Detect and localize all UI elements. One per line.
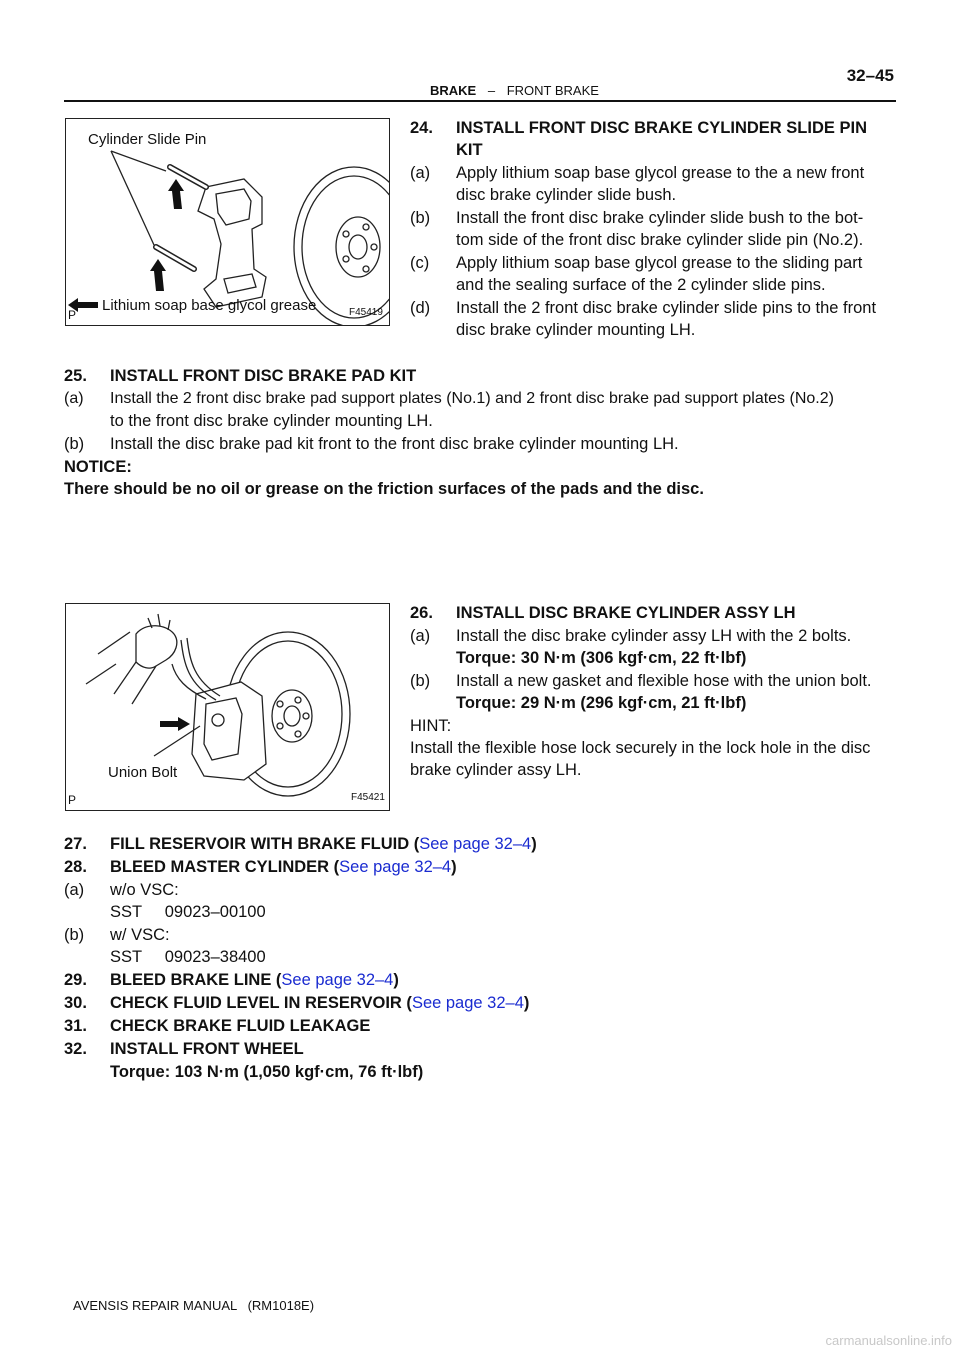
hint-label: HINT:	[410, 717, 452, 735]
step-25-a: (a) Install the 2 front disc brake pad support plates (No.1) and 2 front disc brake pad support plates (No.2)	[64, 390, 834, 407]
header-rule	[64, 100, 896, 102]
step-28-a: (a) w/o VSC:	[64, 881, 179, 899]
step-28-a-sst: SST 09023–00100	[110, 903, 266, 921]
step-28: 28. BLEED MASTER CYLINDER (See page 32–4)	[64, 858, 457, 876]
step-25-a-cont: to the front disc brake cylinder mounting LH.	[110, 412, 433, 430]
page-number: 32–45	[846, 66, 894, 85]
figure-union-bolt	[65, 603, 390, 811]
step-25-b: (b) Install the disc brake pad kit front to the front disc brake cylinder mounting LH.	[64, 435, 679, 453]
step-26-title: 26. INSTALL DISC BRAKE CYLINDER ASSY LH	[410, 604, 796, 622]
step-24-title: 24. INSTALL FRONT DISC BRAKE CYLINDER SLIDE PIN	[410, 119, 867, 137]
label-grease: Lithium soap base glycol grease	[102, 297, 317, 314]
step-27: 27. FILL RESERVOIR WITH BRAKE FLUID (See page 32–4)	[64, 835, 537, 853]
step-28-b-sst: SST 09023–38400	[110, 948, 266, 966]
step-28-b: (b) w/ VSC:	[64, 926, 170, 944]
hint-text: Install the flexible hose lock securely in the lock hole in the disc	[410, 739, 871, 757]
figure-code: F45419	[349, 307, 383, 318]
slide-pin-illustration	[66, 119, 389, 325]
link-see-page[interactable]: See page 32–4	[281, 971, 394, 989]
hint-text-cont: brake cylinder assy LH.	[410, 761, 582, 779]
notice-label: NOTICE:	[64, 458, 132, 476]
step-24-c: (c) Apply lithium soap base glycol grease to the sliding part	[410, 254, 863, 272]
step-24-d-cont: disc brake cylinder mounting LH.	[456, 321, 696, 339]
label-union-bolt: Union Bolt	[108, 764, 178, 781]
section-name: BRAKE	[430, 83, 477, 98]
figure-slide-pin	[65, 118, 390, 326]
step-24-d: (d) Install the 2 front disc brake cylinder slide pins to the front	[410, 299, 877, 317]
step-25-title: 25. INSTALL FRONT DISC BRAKE PAD KIT	[64, 367, 417, 385]
step-26-b-torque: Torque: 29 N·m (296 kgf·cm, 21 ft·lbf)	[456, 694, 747, 712]
subsection-name: FRONT BRAKE	[506, 83, 599, 98]
figure-code: F45421	[351, 792, 385, 803]
link-see-page[interactable]: See page 32–4	[419, 835, 532, 853]
figure-p-mark: P	[68, 308, 77, 322]
step-24-title-cont: KIT	[456, 141, 483, 159]
step-26-a: (a) Install the disc brake cylinder assy LH with the 2 bolts.	[410, 627, 852, 645]
step-31: 31. CHECK BRAKE FLUID LEAKAGE	[64, 1017, 371, 1035]
label-cylinder-slide-pin: Cylinder Slide Pin	[88, 131, 207, 148]
step-24-b: (b) Install the front disc brake cylinder slide bush to the bot-	[410, 209, 864, 227]
footer-manual: AVENSIS REPAIR MANUAL (RM1018E)	[73, 1298, 315, 1313]
figure-p-mark: P	[68, 793, 77, 807]
step-24-b-cont: tom side of the front disc brake cylinder slide pin (No.2).	[456, 231, 864, 249]
step-24-c-cont: and the sealing surface of the 2 cylinder slide pins.	[456, 276, 826, 294]
link-see-page[interactable]: See page 32–4	[411, 994, 524, 1012]
step-26-a-torque: Torque: 30 N·m (306 kgf·cm, 22 ft·lbf)	[456, 649, 747, 667]
step-26-b: (b) Install a new gasket and flexible hose with the union bolt.	[410, 672, 872, 690]
header-section	[430, 83, 599, 98]
step-24-a-cont: disc brake cylinder slide bush.	[456, 186, 677, 204]
section-separator: –	[487, 83, 496, 98]
step-29: 29. BLEED BRAKE LINE (See page 32–4)	[64, 971, 399, 989]
notice-text: There should be no oil or grease on the friction surfaces of the pads and the disc.	[64, 480, 704, 498]
step-24-a: (a) Apply lithium soap base glycol grease to the a new front	[410, 164, 865, 182]
link-see-page[interactable]: See page 32–4	[339, 858, 452, 876]
step-30: 30. CHECK FLUID LEVEL IN RESERVOIR (See page 32–4)	[64, 994, 530, 1012]
step-32: 32. INSTALL FRONT WHEEL	[64, 1040, 304, 1058]
step-32-torque: Torque: 103 N·m (1,050 kgf·cm, 76 ft·lbf)	[110, 1063, 424, 1081]
watermark: carmanualsonline.info	[825, 1333, 952, 1348]
